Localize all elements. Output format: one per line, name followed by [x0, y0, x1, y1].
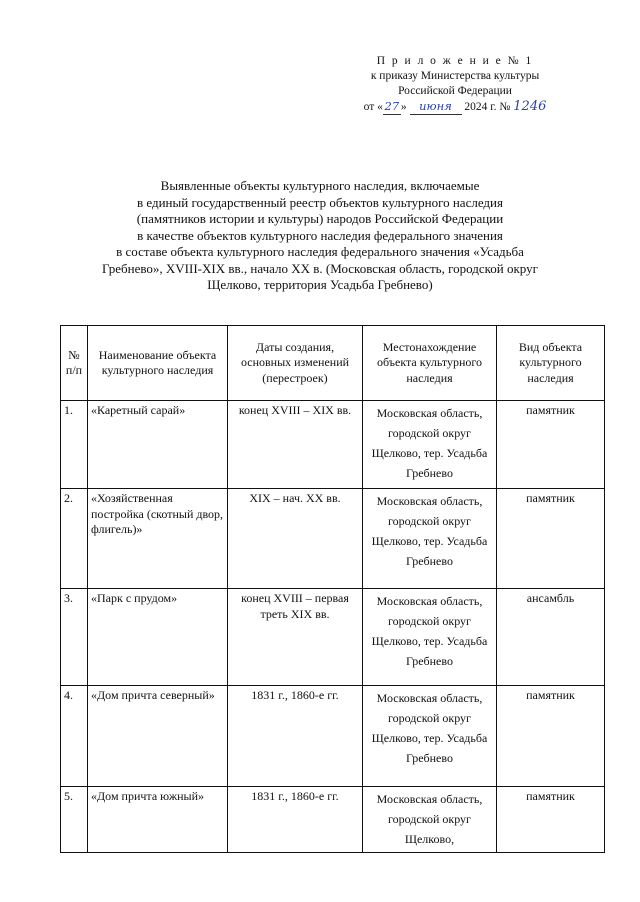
cell-name: «Дом причта северный» — [88, 686, 228, 787]
cell-type: памятник — [497, 401, 605, 489]
table-row — [61, 686, 605, 787]
cell-location: Московская область, городской округ Щелково, тер. Усадьба Гребнево — [363, 489, 497, 589]
cell-number: 1. — [61, 401, 88, 489]
cell-dates: XIX – нач. XX вв. — [228, 489, 363, 589]
appendix-order-ref: к приказу Министерства культуры — [370, 70, 540, 82]
title-line: Гребнево», XVIII-XIX вв., начало XX в. (Московская область, городской округ — [102, 260, 538, 276]
title-line: Щелково, территория Усадьба Гребнево) — [207, 277, 433, 292]
cell-dates: 1831 г., 1860-е гг. — [228, 787, 363, 853]
cell-dates: конец XVIII – XIX вв. — [228, 401, 363, 489]
appendix-label: П р и л о ж е н и е № 1 — [376, 55, 534, 67]
title-line: в качестве объектов культурного наследия федерального значения — [137, 227, 503, 243]
date-prefix: от « — [363, 101, 383, 113]
handwritten-order-number: 1246 — [513, 99, 547, 114]
title-line: в единый государственный реестр объектов культурного наследия — [137, 194, 503, 210]
appendix-header — [330, 54, 580, 115]
document-title — [100, 178, 540, 294]
cell-location: Московская область, городской округ Щелково, тер. Усадьба Гребнево — [363, 589, 497, 686]
date-sep: » — [400, 101, 407, 113]
cell-dates: конец XVIII – первая треть XIX вв. — [228, 589, 363, 686]
cell-number: 2. — [61, 489, 88, 589]
cell-name: «Каретный сарай» — [88, 401, 228, 489]
cell-name: «Дом причта южный» — [88, 787, 228, 853]
cell-type: памятник — [497, 489, 605, 589]
cell-location: Московская область, городской округ Щелково, — [363, 787, 497, 853]
table-row — [61, 401, 605, 489]
cell-location: Московская область, городской округ Щелково, тер. Усадьба Гребнево — [363, 686, 497, 787]
appendix-ministry: Российской Федерации — [398, 85, 512, 97]
title-line: в составе объекта культурного наследия федерального значения «Усадьба — [116, 244, 524, 259]
cell-type: памятник — [497, 686, 605, 787]
table-header-row — [61, 326, 605, 401]
cell-location: Московская область, городской округ Щелково, тер. Усадьба Гребнево — [363, 401, 497, 489]
header-type: Вид объекта культурного наследия — [497, 326, 605, 401]
header-name: Наименование объекта культурного наследия — [88, 326, 228, 401]
header-location: Местонахождение объекта культурного наследия — [363, 326, 497, 401]
cell-number: 3. — [61, 589, 88, 686]
cell-name: «Хозяйственная постройка (скотный двор, флигель)» — [88, 489, 228, 589]
title-line: Выявленные объекты культурного наследия, включаемые — [160, 178, 480, 193]
handwritten-month: июня — [410, 99, 462, 115]
cell-type: памятник — [497, 787, 605, 853]
cell-number: 4. — [61, 686, 88, 787]
heritage-objects-table — [60, 325, 605, 853]
cell-name: «Парк с прудом» — [88, 589, 228, 686]
cell-number: 5. — [61, 787, 88, 853]
date-suffix: 2024 г. № — [464, 101, 511, 113]
cell-dates: 1831 г., 1860-е гг. — [228, 686, 363, 787]
appendix-date-line — [330, 99, 580, 115]
header-dates: Даты создания, основных изменений (перестроек) — [228, 326, 363, 401]
table-row — [61, 589, 605, 686]
handwritten-day: 27 — [384, 99, 400, 113]
table-row — [61, 489, 605, 589]
title-line: (памятников истории и культуры) народов Российской Федерации — [136, 211, 504, 226]
table-row — [61, 787, 605, 853]
header-number: № п/п — [61, 326, 88, 401]
cell-type: ансамбль — [497, 589, 605, 686]
